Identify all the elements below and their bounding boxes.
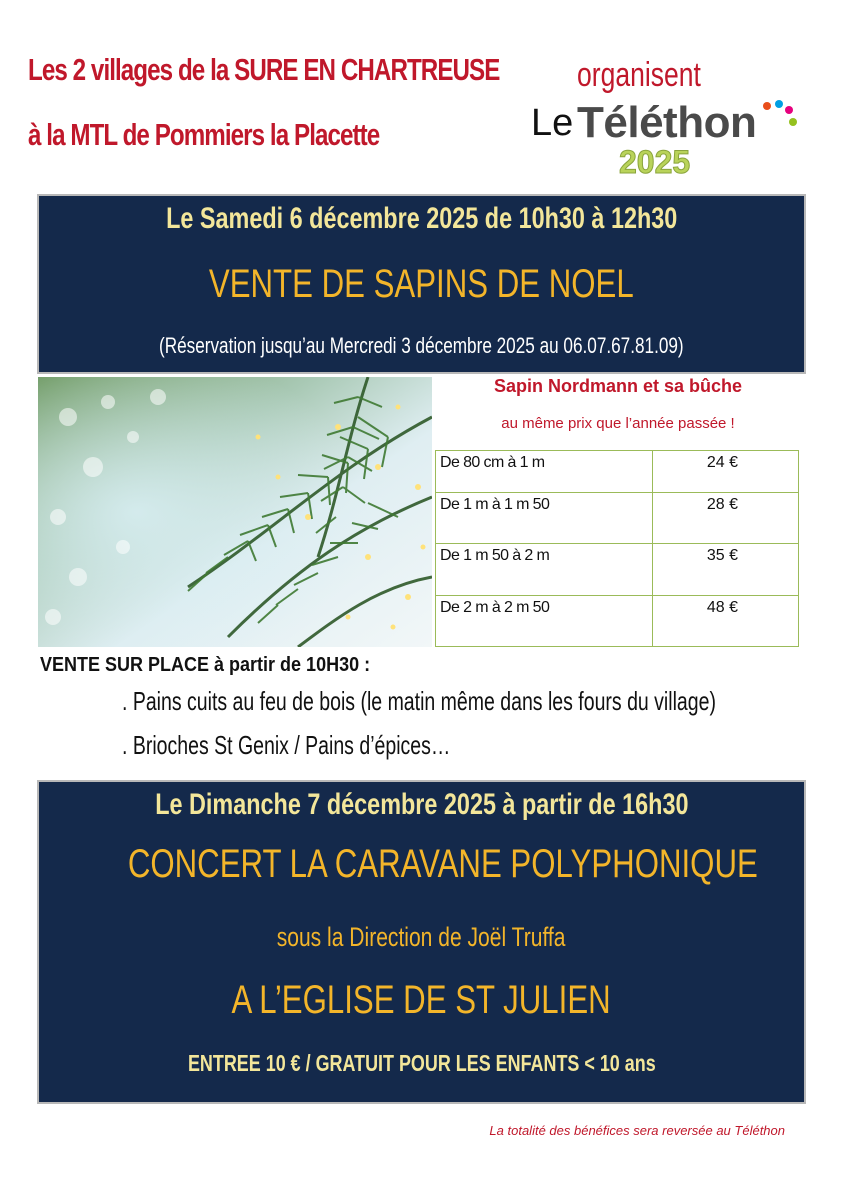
table-row bbox=[436, 544, 799, 596]
event-2-date: Le Dimanche 7 décembre 2025 à partir de 16h30 bbox=[154, 788, 689, 821]
vente-item: . Brioches St Genix / Pains d’épices… bbox=[122, 730, 451, 760]
logo-le: Le bbox=[531, 102, 574, 144]
table-row bbox=[436, 493, 799, 544]
event-2-panel bbox=[39, 782, 804, 1102]
logo-year: 2025 bbox=[619, 144, 691, 180]
price-value: 28 € bbox=[653, 493, 799, 544]
event-2-direction: sous la Direction de Joël Truffa bbox=[277, 922, 566, 952]
event-1-date: Le Samedi 6 décembre 2025 de 10h30 à 12h30 bbox=[165, 202, 678, 235]
price-table bbox=[435, 450, 799, 647]
header-line-1: Les 2 villages de la SURE EN CHARTREUSE bbox=[28, 52, 500, 87]
table-row bbox=[436, 596, 799, 647]
logo-dots-icon bbox=[753, 98, 803, 148]
event-2-location: A L’EGLISE DE ST JULIEN bbox=[231, 978, 612, 1022]
table-row bbox=[436, 451, 799, 493]
price-value: 35 € bbox=[653, 544, 799, 596]
header-line-2: à la MTL de Pommiers la Placette bbox=[28, 117, 380, 152]
price-value: 24 € bbox=[653, 451, 799, 493]
event-2-title: CONCERT LA CARAVANE POLYPHONIQUE bbox=[127, 842, 758, 886]
event-1-panel bbox=[39, 196, 804, 372]
logo-word: Téléthon bbox=[577, 98, 757, 147]
event-1-title: VENTE DE SAPINS DE NOEL bbox=[209, 262, 634, 306]
price-size: De 1 m à 1 m 50 bbox=[436, 493, 653, 544]
sapin-title: Sapin Nordmann et sa bûche bbox=[493, 376, 743, 396]
sapin-subtitle: au même prix que l’année passée ! bbox=[501, 415, 735, 432]
vente-item: . Pains cuits au feu de bois (le matin même dans les fours du village) bbox=[122, 686, 716, 716]
event-1-reservation: (Réservation jusqu’au Mercredi 3 décembre 2025 au 06.07.67.81.09) bbox=[159, 333, 684, 358]
organisent-text: organisent bbox=[577, 56, 701, 94]
christmas-tree-photo bbox=[38, 377, 432, 647]
footnote: La totalité des bénéfices sera reversée au Téléthon bbox=[489, 1123, 785, 1138]
price-size: De 2 m à 2 m 50 bbox=[436, 596, 653, 647]
price-size: De 80 cm à 1 m bbox=[436, 451, 653, 493]
price-size: De 1 m 50 à 2 m bbox=[436, 544, 653, 596]
event-2-entry: ENTREE 10 € / GRATUIT POUR LES ENFANTS < 10 ans bbox=[187, 1050, 656, 1076]
vente-sur-place-heading: VENTE SUR PLACE à partir de 10H30 : bbox=[40, 654, 371, 676]
telethon-logo bbox=[531, 98, 801, 186]
price-value: 48 € bbox=[653, 596, 799, 647]
